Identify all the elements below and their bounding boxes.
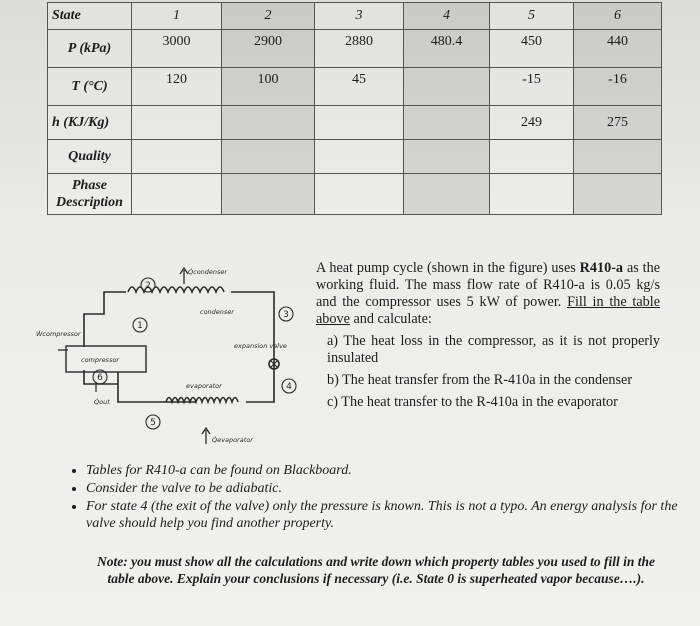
problem-intro xyxy=(316,260,660,328)
table-cell: -16 xyxy=(574,68,662,106)
heat-arrow-icon xyxy=(180,268,188,284)
table-cell xyxy=(574,174,662,215)
notes-list xyxy=(66,462,686,533)
problem-statement xyxy=(316,260,660,416)
intro-text: and calculate: xyxy=(349,311,432,327)
compressor-label: compressor xyxy=(81,356,120,364)
table-cell: 480.4 xyxy=(404,30,490,68)
row-label: Phase Description xyxy=(48,174,132,215)
list-item: • Consider the valve to be adiabatic. xyxy=(86,480,686,497)
state-number: 2 xyxy=(222,3,315,30)
table-cell: 2900 xyxy=(222,30,315,68)
row-label: P (kPa) xyxy=(48,30,132,68)
state-number: 4 xyxy=(404,3,490,30)
pipe-line xyxy=(231,292,274,367)
table-row-enthalpy xyxy=(48,106,662,140)
part-b: b) The heat transfer from the R-410a in the condenser xyxy=(327,372,633,388)
table-cell xyxy=(490,140,574,174)
evaporator-label: evaporator xyxy=(186,382,222,390)
table-cell xyxy=(222,140,315,174)
state-number: 3 xyxy=(315,3,404,30)
table-cell: 3000 xyxy=(132,30,222,68)
part-a: a) The heat loss in the compressor, as it is not properly insulated xyxy=(327,333,660,366)
part-c: c) The heat transfer to the R-410a in the evaporator xyxy=(327,394,618,410)
list-item: • Tables for R410-a can be found on Blackboard. xyxy=(86,462,686,479)
table-cell xyxy=(490,174,574,215)
table-cell: 100 xyxy=(222,68,315,106)
table-cell xyxy=(574,140,662,174)
evaporator-heat-label: Q̇evaporator xyxy=(212,436,253,444)
table-cell xyxy=(132,174,222,215)
intro-text: as the working fluid. The mass flow rate of R410-a is 0.05 kg/s and the compressor uses 5 kW of power. xyxy=(316,260,660,310)
table-cell xyxy=(404,68,490,106)
state-number: 5 xyxy=(490,3,574,30)
table-row-temperature xyxy=(48,68,662,106)
heat-loss-label: Q̇out xyxy=(94,398,110,406)
state-number: 3 xyxy=(283,310,289,320)
pipe-line xyxy=(118,372,196,402)
table-cell xyxy=(132,140,222,174)
property-table xyxy=(47,2,662,215)
table-cell xyxy=(315,174,404,215)
state-number: 1 xyxy=(132,3,222,30)
list-item: • For state 4 (the exit of the valve) only the pressure is known. This is not a typo. An energy analysis for the valve should help you find another property. xyxy=(86,498,686,532)
compressor-work-label: Ẇcompressor xyxy=(36,330,81,338)
table-header-row xyxy=(48,3,662,30)
table-cell: 450 xyxy=(490,30,574,68)
table-row-quality xyxy=(48,140,662,174)
table-cell: 275 xyxy=(574,106,662,140)
heat-arrow-icon xyxy=(202,428,210,444)
refrigerant-name: R410-a xyxy=(579,260,624,276)
row-label: h (KJ/Kg) xyxy=(48,106,132,140)
pipe-line xyxy=(246,367,274,402)
table-row-pressure xyxy=(48,30,662,68)
table-row-phase xyxy=(48,174,662,215)
table-cell: 440 xyxy=(574,30,662,68)
table-cell xyxy=(404,174,490,215)
pipe-line xyxy=(84,292,126,347)
table-cell: 249 xyxy=(490,106,574,140)
table-cell xyxy=(404,106,490,140)
intro-text: A heat pump cycle (shown in the figure) uses xyxy=(316,260,580,276)
expansion-valve-label: expansion valve xyxy=(234,342,287,350)
row-label: Quality xyxy=(48,140,132,174)
state-number: 5 xyxy=(150,418,156,428)
table-cell xyxy=(315,106,404,140)
state-header: State xyxy=(48,3,132,30)
condenser-label: condenser xyxy=(200,308,234,316)
bold-note: Note: you must show all the calculations and write down which property tables you used to fill in the table above. Explain your conclusions if necessary (i.e. State 0 is superheated vapor because….). xyxy=(96,554,656,586)
state-number: 2 xyxy=(145,281,151,291)
table-cell xyxy=(222,106,315,140)
table-cell xyxy=(222,174,315,215)
state-number: 4 xyxy=(286,382,292,392)
state-number: 6 xyxy=(574,3,662,30)
table-cell: -15 xyxy=(490,68,574,106)
state-number: 1 xyxy=(137,321,143,331)
condenser-heat-label: Q̇condenser xyxy=(188,268,228,276)
table-cell xyxy=(132,106,222,140)
table-cell xyxy=(315,140,404,174)
fill-table-underlined: Fill in the table above xyxy=(316,294,661,327)
heat-pump-diagram xyxy=(36,252,306,457)
table-cell xyxy=(404,140,490,174)
table-cell: 45 xyxy=(315,68,404,106)
table-cell: 2880 xyxy=(315,30,404,68)
state-number: 6 xyxy=(97,373,103,383)
table-cell: 120 xyxy=(132,68,222,106)
row-label: T (°C) xyxy=(48,68,132,106)
